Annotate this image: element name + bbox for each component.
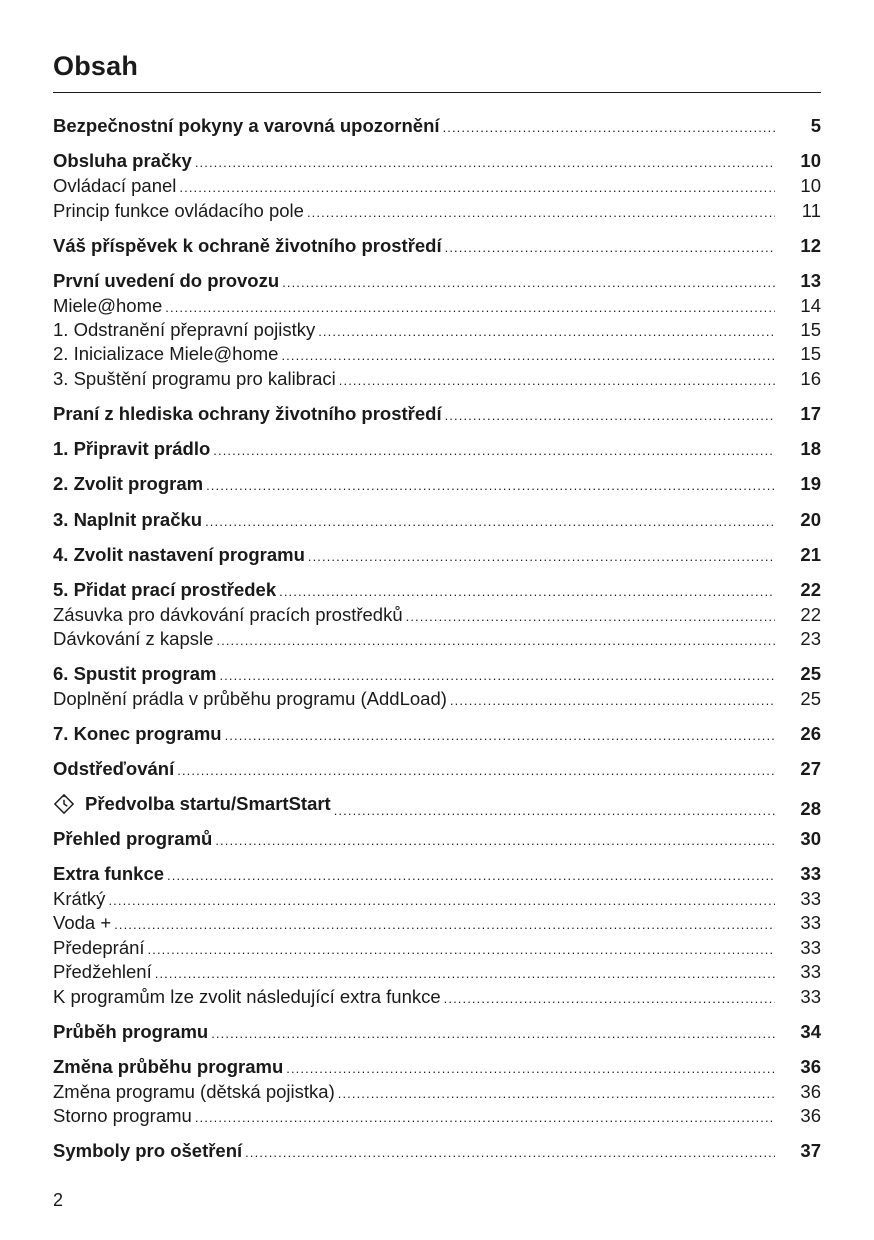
toc-entry-label: První uvedení do provozu [53,270,280,291]
toc-leader [216,629,775,653]
toc-subentry[interactable] [53,367,821,391]
page-number: 2 [53,1190,64,1210]
toc-leader [281,344,775,368]
toc-entry-label: Symboly pro ošetření [53,1140,243,1161]
toc-leader [167,864,775,888]
clock-diamond-icon [53,793,75,815]
toc-subentry[interactable] [53,960,821,984]
toc-entry-page: 33 [800,986,821,1007]
toc-entry-page: 17 [800,403,821,424]
toc-entry[interactable] [53,722,821,746]
toc-entry-page: 5 [810,115,821,136]
toc-leader [308,545,775,569]
toc-entry-page: 23 [800,628,821,649]
toc-entry-page: 22 [800,604,821,625]
toc-leader [108,889,775,913]
toc-entry-label: 3. Spuštění programu pro kalibraci [53,368,336,389]
toc-leader [318,320,775,344]
toc-entry-label: Předvolba startu/SmartStart [85,793,331,814]
toc-leader [406,605,775,629]
toc-entry-page: 27 [800,758,821,779]
toc-subentry[interactable] [53,342,821,366]
toc-leader [339,369,775,393]
toc-entry-label: K programům lze zvolit následující extra funkce [53,986,441,1007]
toc-entry-label: Předžehlení [53,961,152,982]
toc-entry[interactable] [53,269,821,293]
title-divider [53,92,821,93]
toc-leader [279,580,775,604]
toc-subentry[interactable] [53,294,821,318]
toc-entry-page: 15 [800,319,821,340]
toc-subentry[interactable] [53,603,821,627]
toc-entry-page: 28 [800,798,821,819]
toc-entry[interactable] [53,472,821,496]
toc-entry-label: Předeprání [53,937,145,958]
toc-entry-label: 4. Zvolit nastavení programu [53,544,305,565]
toc-entry-label: 2. Inicializace Miele@home [53,343,279,364]
toc-entry[interactable] [53,827,821,851]
toc-entry-page: 37 [800,1140,821,1161]
toc-entry-label: 3. Naplnit pračku [53,509,203,530]
toc-entry[interactable] [53,757,821,781]
toc-entry-label: Obsluha pračky [53,150,192,171]
toc-leader [450,689,775,713]
toc-entry-page: 21 [800,544,821,565]
toc-entry-label: 6. Spustit program [53,663,217,684]
toc-subentry[interactable] [53,1080,821,1104]
toc-entry-label: Změna programu (dětská pojistka) [53,1081,335,1102]
toc-entry-label: Voda + [53,912,112,933]
toc-entry-page: 10 [800,150,821,171]
toc-leader [282,271,775,295]
page-title: Obsah [53,51,139,81]
toc-leader [338,1082,775,1106]
toc-leader [155,962,775,986]
toc-entry-label: Zásuvka pro dávkování pracích prostředků [53,604,403,625]
toc-entry-page: 13 [800,270,821,291]
toc-leader [307,201,775,225]
toc-leader [215,829,775,853]
toc-entry-label: Váš příspěvek k ochraně životního prostředí [53,235,442,256]
toc-entry[interactable] [53,508,821,532]
toc-subentry[interactable] [53,687,821,711]
toc-entry-label: Krátký [53,888,106,909]
toc-entry-label: Změna průběhu programu [53,1056,284,1077]
toc-entry-page: 25 [800,688,821,709]
toc-entry[interactable] [53,149,821,173]
toc-entry-page: 20 [800,509,821,530]
toc-leader [443,116,775,140]
toc-entry-page: 16 [800,368,821,389]
toc-entry-page: 26 [800,723,821,744]
toc-entry-label: Princip funkce ovládacího pole [53,200,304,221]
toc-subentry[interactable] [53,887,821,911]
toc-entry-page: 11 [801,200,821,221]
toc-entry-label: Extra funkce [53,863,165,884]
toc-entry-label: 1. Připravit prádlo [53,438,211,459]
toc-entry[interactable] [53,862,821,886]
toc-entry-label: Dávkování z kapsle [53,628,214,649]
toc-entry-label: 2. Zvolit program [53,473,204,494]
toc-entry-page: 10 [800,175,821,196]
toc-entry-page: 33 [800,912,821,933]
toc-leader [225,724,775,748]
toc-subentry[interactable] [53,199,821,223]
toc-leader [286,1057,775,1081]
toc-leader [205,510,775,534]
toc-entry-label: Storno programu [53,1105,192,1126]
toc-entry-label: Miele@home [53,295,163,316]
toc-entry-page: 14 [800,295,821,316]
toc-subentry[interactable] [53,318,821,342]
toc-entry[interactable] [53,437,821,461]
toc-entry-label: Přehled programů [53,828,213,849]
toc-entry-page: 25 [800,663,821,684]
toc-entry-label: Bezpečnostní pokyny a varovná upozornění [53,115,440,136]
toc-leader [444,987,775,1011]
toc-leader [211,1022,775,1046]
toc-leader [334,799,775,823]
toc-entry[interactable] [53,402,821,426]
toc-leader [179,176,775,200]
toc-subentry[interactable] [53,174,821,198]
toc-entry-page: 33 [800,888,821,909]
toc-entry[interactable] [53,1055,821,1079]
toc-subentry[interactable] [53,985,821,1009]
toc-leader [165,296,775,320]
toc-entry-page: 22 [800,579,821,600]
toc-entry-page: 36 [800,1081,821,1102]
toc-entry-label: Doplnění prádla v průběhu programu (AddLoad) [53,688,447,709]
toc-entry-label: 5. Přidat prací prostředek [53,579,277,600]
toc-entry-page: 30 [800,828,821,849]
toc-entry-page: 33 [800,937,821,958]
toc-entry-page: 34 [800,1021,821,1042]
toc-leader [114,913,775,937]
toc-entry-page: 15 [800,343,821,364]
toc-entry-label: 7. Konec programu [53,723,222,744]
toc-leader [213,439,775,463]
toc-leader [245,1141,775,1165]
toc-leader [219,664,775,688]
toc-subentry[interactable] [53,1104,821,1128]
toc-entry-label: Odstřeďování [53,758,175,779]
toc-entry-page: 36 [800,1056,821,1077]
toc-entry-page: 33 [800,863,821,884]
toc-entry[interactable] [53,114,821,138]
toc-entry[interactable] [53,1139,821,1163]
toc-entry-label: Ovládací panel [53,175,177,196]
toc-subentry[interactable] [53,911,821,935]
toc-leader [206,474,775,498]
toc-entry-page: 18 [800,438,821,459]
toc-entry[interactable] [53,1020,821,1044]
toc-entry-page: 33 [800,961,821,982]
toc-subentry[interactable] [53,627,821,651]
toc-entry[interactable] [53,662,821,686]
toc-entry-page: 19 [800,473,821,494]
toc-entry-label: Průběh programu [53,1021,209,1042]
toc-entry[interactable] [53,543,821,567]
toc-leader [445,404,775,428]
toc-entry-label: 1. Odstranění přepravní pojistky [53,319,316,340]
toc-entry[interactable] [53,792,821,819]
toc-leader [148,938,775,962]
toc-subentry[interactable] [53,936,821,960]
toc-entry-label: Praní z hlediska ochrany životního prostředí [53,403,442,424]
toc-entry-page: 36 [800,1105,821,1126]
toc-entry-page: 12 [800,235,821,256]
toc-leader [195,1106,775,1130]
toc-entry[interactable] [53,578,821,602]
toc-leader [195,151,775,175]
toc-entry[interactable] [53,234,821,258]
toc-leader [445,236,775,260]
toc-leader [177,759,775,783]
